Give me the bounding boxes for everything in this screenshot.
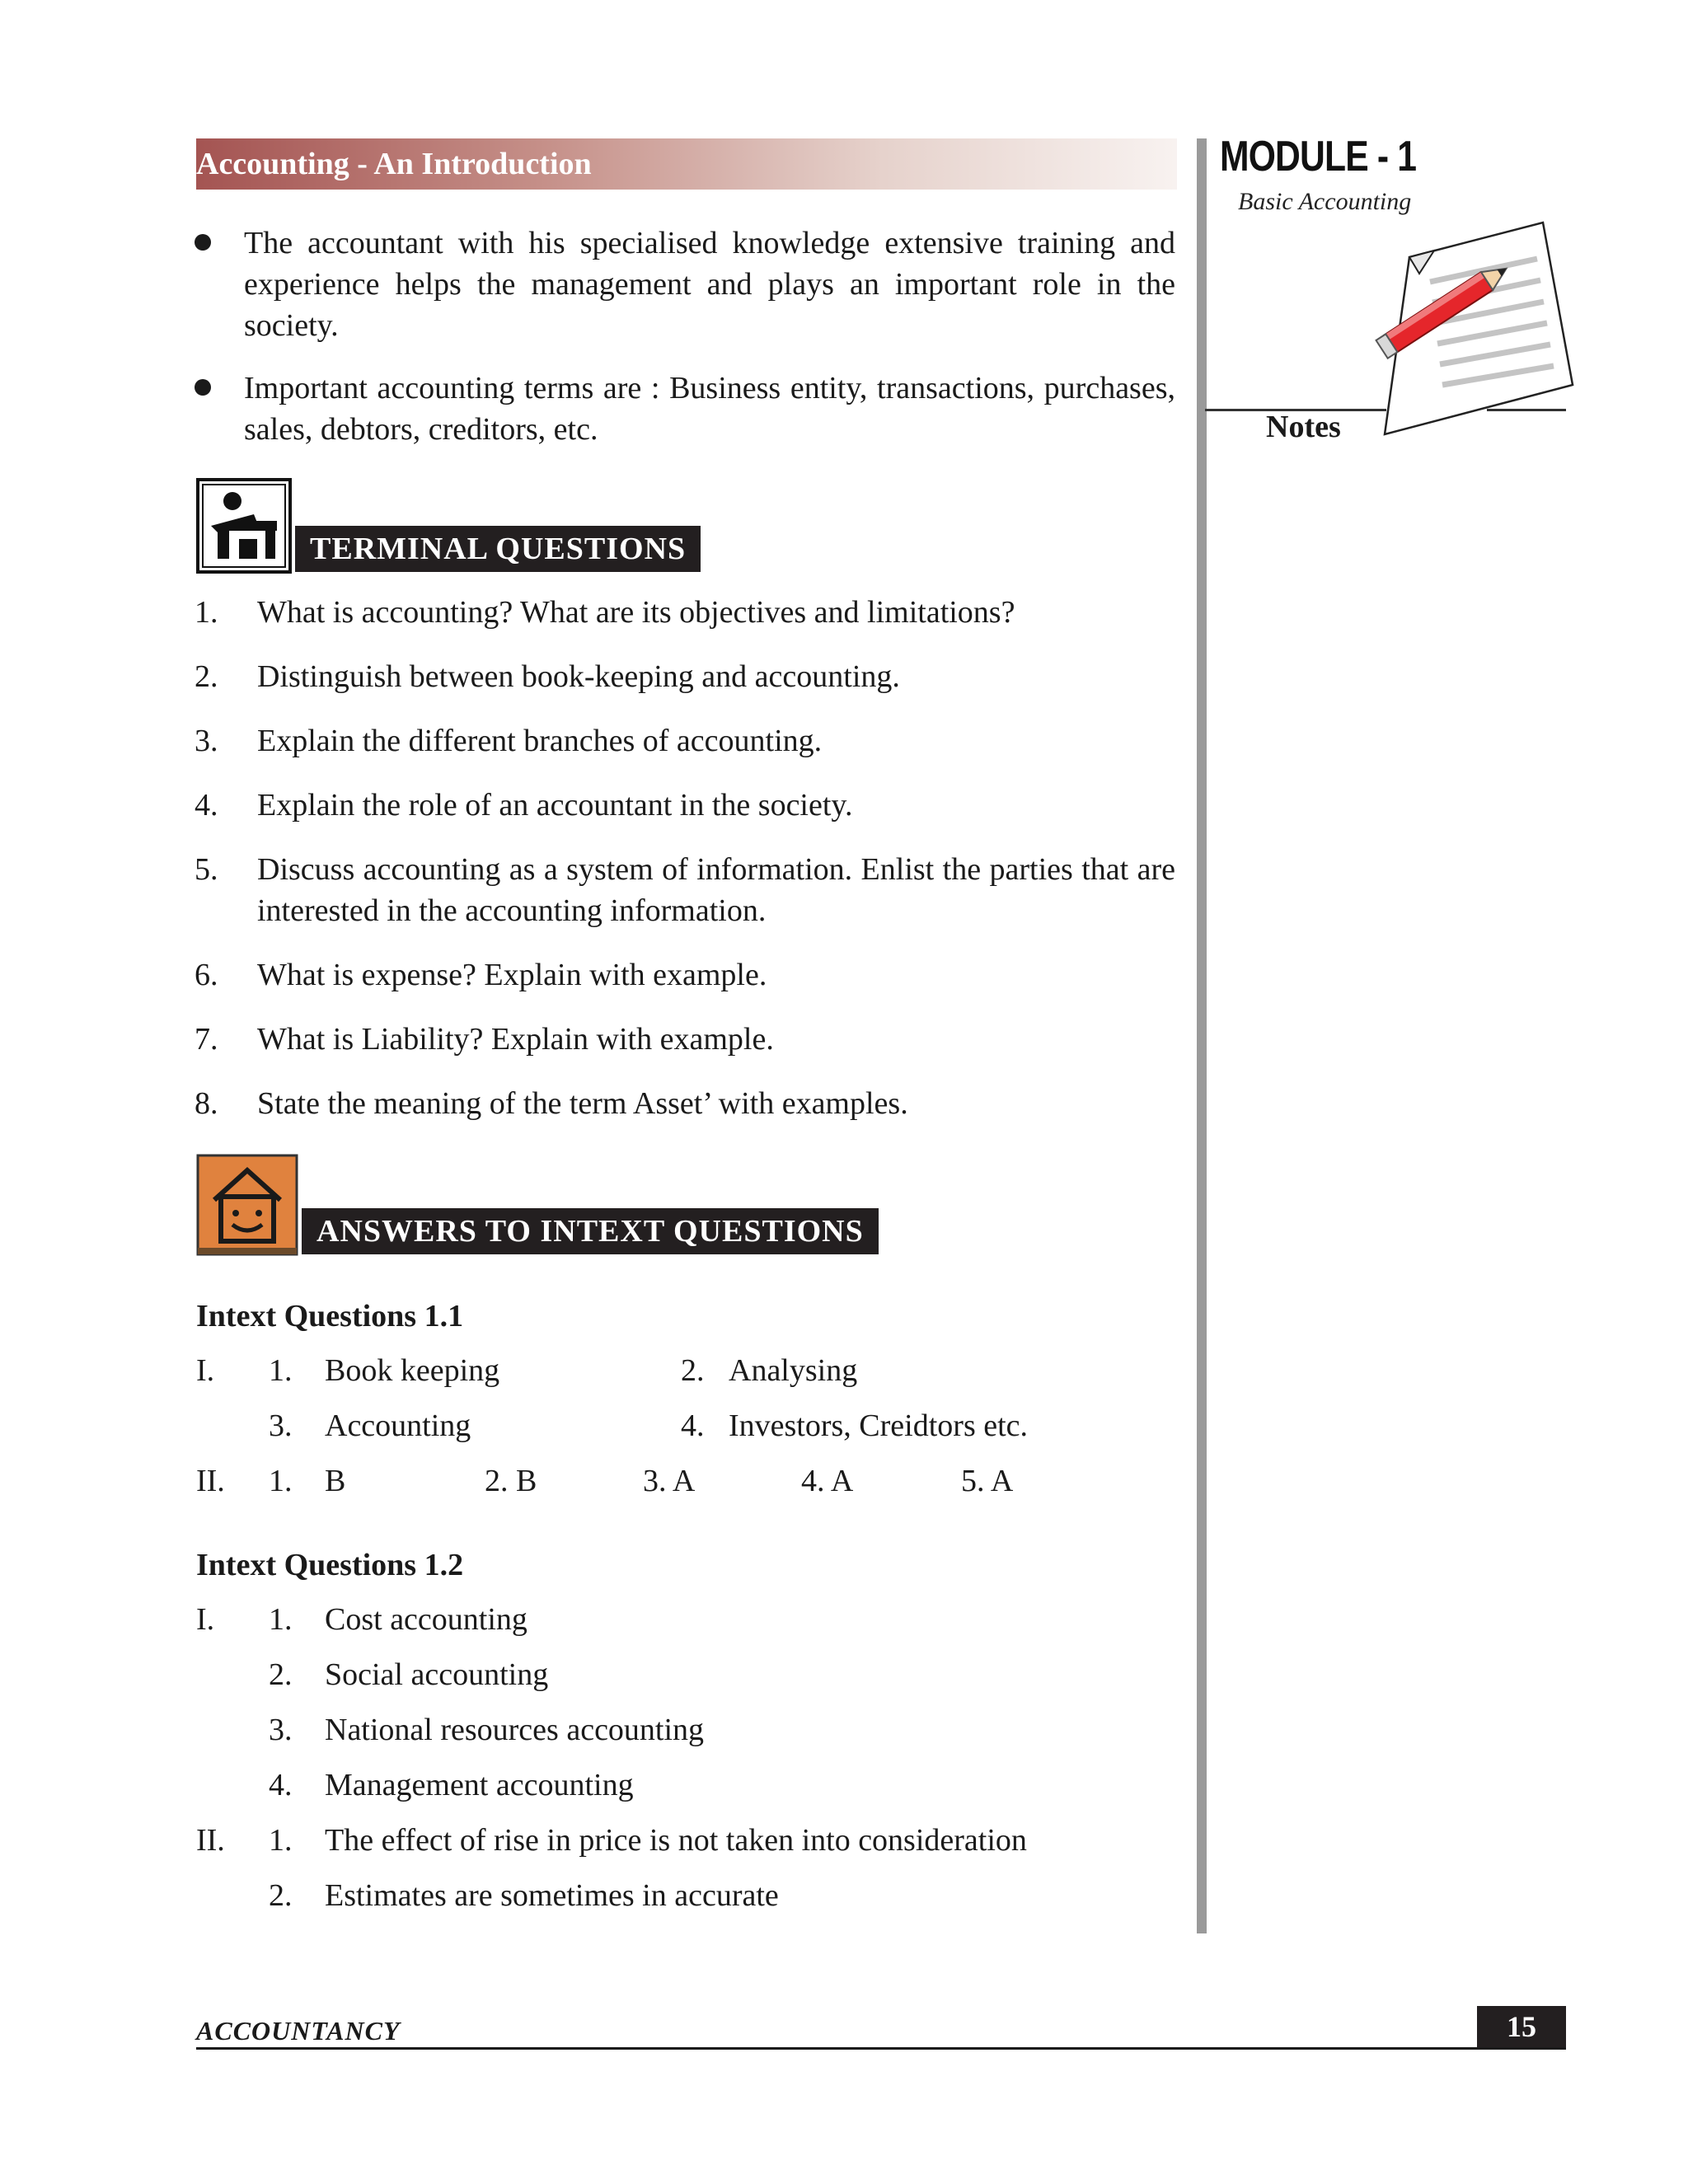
answer-text: Investors, Creidtors etc.: [729, 1408, 1029, 1443]
margin-rule: [1197, 138, 1207, 1933]
answer-number: 1.: [269, 1602, 293, 1637]
answer-text: 4. A: [801, 1464, 854, 1498]
answer-text: Social accounting: [325, 1657, 549, 1692]
question-text: State the meaning of the term Asset’ with examples.: [257, 1086, 908, 1121]
student-desk-icon: [196, 478, 292, 574]
answer-number: 1.: [269, 1464, 293, 1498]
part-label: II.: [196, 1823, 225, 1858]
bullet-dot-icon: [195, 234, 211, 251]
question-text: Distinguish between book-keeping and accounting.: [257, 659, 900, 694]
answers-heading: ANSWERS TO INTEXT QUESTIONS: [302, 1208, 879, 1254]
module-title: MODULE - 1: [1220, 133, 1417, 180]
question-number: 7.: [195, 1022, 218, 1057]
answer-text: Book keeping: [325, 1353, 500, 1388]
answer-text: National resources accounting: [325, 1713, 705, 1747]
answer-text: Management accounting: [325, 1768, 634, 1802]
answer-text: 5. A: [961, 1464, 1014, 1498]
bullet-dot-icon: [195, 379, 211, 396]
question-text: What is accounting? What are its objectives and limitations?: [257, 595, 1015, 630]
notes-label: Notes: [1266, 410, 1341, 444]
question-text: Explain the role of an accountant in the society.: [257, 788, 853, 823]
notes-pencil-icon: [1352, 216, 1574, 438]
answer-text: B: [325, 1464, 346, 1498]
question-text: Discuss accounting as a system of information. Enlist the parties that are interested in the accounting information.: [257, 852, 1175, 928]
bullet-text: The accountant with his specialised knowledge extensive training and experience helps the management and plays an important role in the society.: [244, 226, 1175, 343]
answer-text: Analysing: [729, 1353, 858, 1388]
question-number: 1.: [195, 595, 218, 630]
answer-number: 1.: [269, 1823, 293, 1858]
answer-number: 2.: [681, 1353, 705, 1388]
answer-text: 2. B: [485, 1464, 537, 1498]
question-number: 3.: [195, 724, 218, 758]
question-number: 5.: [195, 852, 218, 887]
question-text: Explain the different branches of accounting.: [257, 724, 823, 758]
answer-number: 3.: [269, 1713, 293, 1747]
answer-text: Estimates are sometimes in accurate: [325, 1878, 779, 1913]
intext-1-2-heading: Intext Questions 1.2: [196, 1548, 464, 1582]
part-label: I.: [196, 1353, 215, 1388]
question-number: 8.: [195, 1086, 218, 1121]
answer-number: 4.: [681, 1408, 705, 1443]
smiley-house-icon: [196, 1154, 298, 1256]
question-number: 4.: [195, 788, 218, 823]
intext-1-1-heading: Intext Questions 1.1: [196, 1299, 464, 1333]
answer-number: 3.: [269, 1408, 293, 1443]
part-label: II.: [196, 1464, 225, 1498]
bullet-item: [195, 223, 1175, 346]
bullet-item: [195, 368, 1175, 450]
notes-rule-right: [1487, 409, 1566, 411]
question-number: 6.: [195, 958, 218, 992]
answer-number: 2.: [269, 1657, 293, 1692]
answer-number: 4.: [269, 1768, 293, 1802]
answer-text: Cost accounting: [325, 1602, 528, 1637]
footer-rule: [196, 2047, 1566, 2050]
question-text: What is expense? Explain with example.: [257, 958, 767, 992]
page-number: 15: [1477, 2006, 1566, 2047]
answer-number: 2.: [269, 1878, 293, 1913]
terminal-questions-heading: TERMINAL QUESTIONS: [295, 526, 701, 572]
answer-text: The effect of rise in price is not taken into consideration: [325, 1823, 1027, 1858]
bullet-text: Important accounting terms are : Business entity, transactions, purchases, sales, debtors, creditors, etc.: [244, 371, 1175, 447]
question-text: What is Liability? Explain with example.: [257, 1022, 774, 1057]
chapter-title: Accounting - An Introduction: [196, 147, 592, 181]
footer-subject: ACCOUNTANCY: [196, 2016, 401, 2046]
answer-text: Accounting: [325, 1408, 471, 1443]
part-label: I.: [196, 1602, 215, 1637]
question-number: 2.: [195, 659, 218, 694]
answer-text: 3. A: [643, 1464, 696, 1498]
answer-number: 1.: [269, 1353, 293, 1388]
module-subtitle: Basic Accounting: [1238, 188, 1412, 215]
